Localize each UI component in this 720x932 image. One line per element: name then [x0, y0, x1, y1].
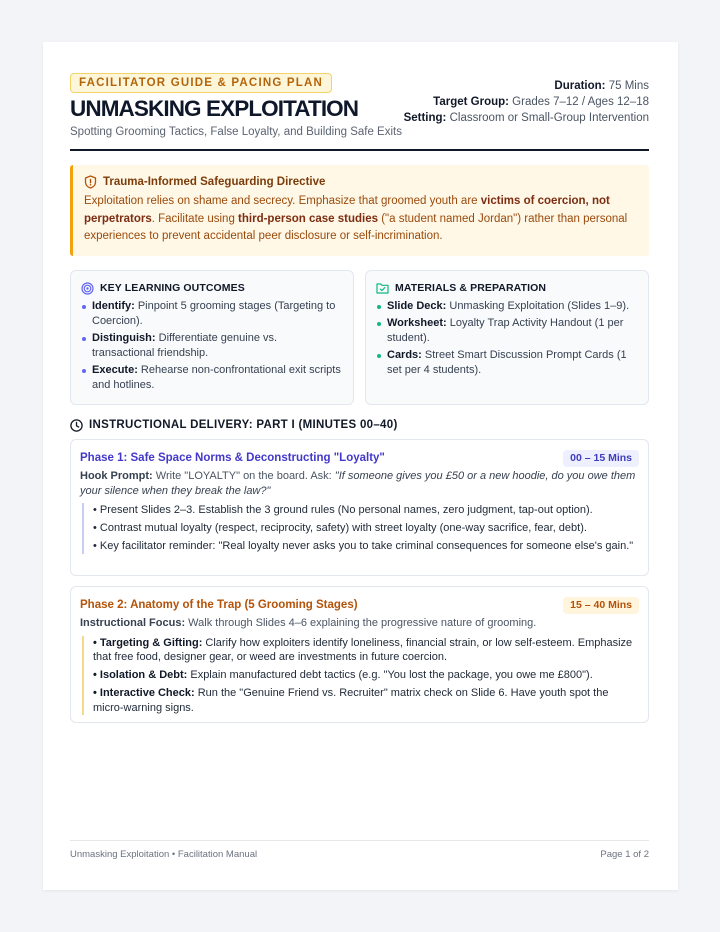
section-heading: INSTRUCTIONAL DELIVERY: PART I (MINUTES 00–40): [70, 417, 398, 433]
list-item: Execute: Rehearse non-confrontational exit scripts and hotlines.: [92, 364, 341, 391]
phase-2-points: [82, 636, 639, 716]
list-item: Identify: Pinpoint 5 grooming stages (Targeting to Coercion).: [92, 299, 341, 329]
footer-bar: [70, 840, 649, 860]
meta-duration: Duration: 75 Mins: [554, 80, 649, 92]
list-item: • Isolation & Debt: Explain manufactured debt tactics (e.g. "You lost the package, you owe me £800").: [93, 669, 593, 681]
materials-list: [376, 299, 636, 378]
list-item: • Contrast mutual loyalty (respect, reciprocity, safety) with street loyalty (one-way sacrifice, fear, debt).: [93, 522, 587, 534]
guide-kicker-badge: FACILITATOR GUIDE & PACING PLAN: [70, 73, 332, 93]
page-number: Page 1 of 2: [600, 849, 649, 860]
shield-alert-icon: [84, 175, 97, 189]
materials-card: [365, 270, 649, 405]
document-page: [43, 42, 678, 890]
page-content: [70, 73, 649, 714]
phase-1-card: [70, 439, 649, 576]
directive-body: Exploitation relies on shame and secrecy. Emphasize that groomed youth are victims of coercion, not perpetrators. Facilitate using third-person case studies ("a student named Jordan") rather than personal experiences to prevent accidental peer disclosure or self-incrimination.: [84, 195, 628, 242]
session-meta: [404, 78, 649, 126]
phase-2-focus: Instructional Focus: Walk through Slides 4–6 explaining the progressive nature of grooming.: [80, 617, 537, 629]
page-title: UNMASKING EXPLOITATION: [70, 96, 359, 121]
materials-title: MATERIALS & PREPARATION: [376, 281, 636, 295]
list-item: • Key facilitator reminder: "Real loyalty never asks you to take criminal consequences for someone else's gain.": [93, 540, 634, 552]
meta-setting: Setting: Classroom or Small-Group Intervention: [403, 112, 649, 124]
clock-icon: [70, 419, 83, 432]
list-item: • Interactive Check: Run the "Genuine Friend vs. Recruiter" matrix check on Slide 6. Have youth spot the micro-warning signs.: [93, 687, 609, 714]
list-item: Distinguish: Differentiate genuine vs. transactional friendship.: [92, 331, 341, 361]
list-item: Slide Deck: Unmasking Exploitation (Slides 1–9).: [387, 299, 636, 314]
meta-target-group: Target Group: Grades 7–12 / Ages 12–18: [433, 96, 649, 108]
phase-1-title: Phase 1: Safe Space Norms & Deconstructing "Loyalty": [80, 452, 385, 464]
page-subtitle: Spotting Grooming Tactics, False Loyalty, and Building Safe Exits: [70, 126, 402, 138]
phase-2-header: [80, 596, 639, 614]
safeguarding-directive: [70, 165, 649, 256]
phase-2-card: [70, 586, 649, 723]
phase-1-points: [82, 503, 639, 554]
document-header: [70, 73, 649, 151]
phase-2-time-badge: 15 – 40 Mins: [563, 597, 639, 614]
phase-1-time-badge: 00 – 15 Mins: [563, 450, 639, 467]
outcomes-list: [81, 299, 341, 393]
learning-outcomes-card: [70, 270, 354, 405]
list-item: • Present Slides 2–3. Establish the 3 ground rules (No personal names, zero judgment, tap-out option).: [93, 504, 593, 516]
list-item: Cards: Street Smart Discussion Prompt Cards (1 set per 4 students).: [387, 348, 636, 378]
list-item: Worksheet: Loyalty Trap Activity Handout (1 per student).: [387, 316, 636, 346]
phase-1-header: [80, 449, 639, 467]
directive-title: Trauma-Informed Safeguarding Directive: [84, 175, 635, 189]
target-icon: [81, 282, 94, 295]
outcomes-title: KEY LEARNING OUTCOMES: [81, 281, 341, 295]
list-item: • Targeting & Gifting: Clarify how exploiters identify loneliness, financial strain, or low self-esteem. Emphasize that free food, designer gear, or weed are investments in future coercion.: [93, 636, 633, 663]
phase-2-title: Phase 2: Anatomy of the Trap (5 Grooming Stages): [80, 599, 358, 611]
folder-check-icon: [376, 282, 389, 294]
page-footer: [70, 840, 649, 860]
footer-title: Unmasking Exploitation • Facilitation Manual: [70, 849, 258, 860]
phase-1-hook-prompt: Hook Prompt: Write "LOYALTY" on the board. Ask: "If someone gives you £50 or a new hoodie, do you owe them your silence when they break the law?": [80, 470, 636, 497]
